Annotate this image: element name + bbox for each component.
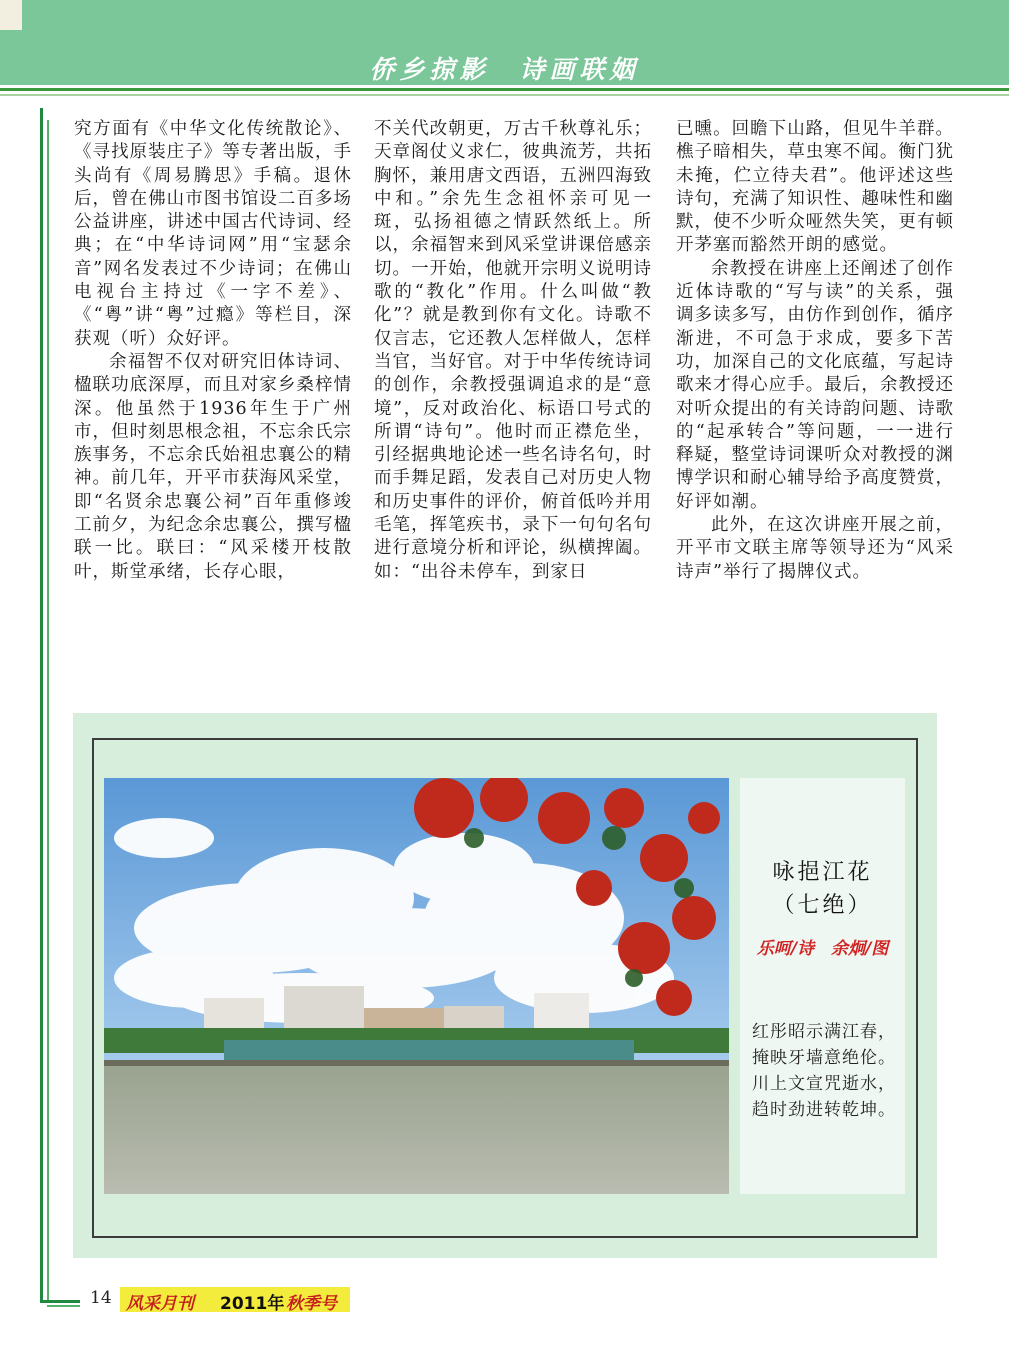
page-number: 14 <box>90 1288 112 1308</box>
paragraph: 究方面有《中华文化传统散论》、《寻找原装庄子》等专著出版，手头尚有《周易腾思》手稿。退休后，曾在佛山市图书馆设二百多场公益讲座，讲述中国古代诗词、经典；在“中华诗词网”用“宝瑟余音”网名发表过不少诗词；在佛山电视台主持过《一字不差》、《“粤”讲“粤”过瘾》等栏目，深获观（听）众好评。 <box>74 119 352 349</box>
issue-season: 秋季号 <box>286 1294 337 1314</box>
magazine-name: 风采月刊 <box>126 1294 194 1314</box>
header-corner-tab <box>0 0 22 30</box>
poem-title: 咏挹江花 <box>772 860 873 885</box>
poem-line: 掩映牙墙意绝伦。 <box>752 1048 896 1068</box>
header-rule <box>0 88 1009 91</box>
issue-year: 2011年 <box>220 1294 285 1314</box>
left-margin-rule <box>40 108 43 1303</box>
article-column-1 <box>74 118 352 584</box>
poem-box <box>740 778 905 1194</box>
river-landscape-photo <box>104 778 729 1194</box>
footer-rule-secondary <box>47 1305 80 1307</box>
poem-author: 乐呵/诗 余炯/图 <box>756 939 889 959</box>
article-column-2 <box>374 118 652 584</box>
poem-line: 川上文宣咒逝水， <box>752 1074 896 1094</box>
poem-line: 红彤昭示满江春， <box>752 1022 896 1042</box>
poem-line: 趋时劲进转乾坤。 <box>752 1100 896 1120</box>
left-margin-rule-secondary <box>47 120 49 1300</box>
paragraph: 已曛。回瞻下山路，但见牛羊群。樵子暗相失，草虫寒不闻。衡门犹未掩，伫立待夫君”。他评述这些诗句，充满了知识性、趣味性和幽默，使不少听众哑然失笑，更有顿开茅塞而豁然开朗的感觉。 <box>676 119 954 256</box>
header-rule-secondary <box>0 94 1009 96</box>
footer-rule <box>40 1300 80 1303</box>
poem-subtitle: （七绝） <box>772 893 873 918</box>
landscape-illustration <box>104 778 729 1194</box>
article-column-3 <box>676 118 954 584</box>
section-title: 侨乡掠影 诗画联姻 <box>369 55 640 84</box>
paragraph: 不关代改朝更，万古千秋尊礼乐；天章阁仗义求仁，彼典流芳，共拓胸怀，兼用唐文西语，五洲四海致中和。”余先生念祖怀亲可见一斑，弘扬祖德之情跃然纸上。所以，余福智来到风采堂讲课倍感亲切。一开始，他就开宗明义说明诗歌的“教化”作用。什么叫做“教化”？就是教到你有文化。诗歌不仅言志，它还教人怎样做人，怎样当官，当好官。对于中华传统诗词的创作，余教授强调追求的是“意境”，反对政治化、标语口号式的所谓“诗句”。他时而正襟危坐，引经据典地论述一些名诗名句，时而手舞足蹈，发表自己对历史人物和历史事件的评价，俯首低吟并用毛笔，挥笔疾书，录下一句句名句进行意境分析和评论，纵横捭阖。如：“出谷未停车，到家日 <box>374 119 652 582</box>
paragraph: 此外，在这次讲座开展之前，开平市文联主席等领导还为“风采诗声”举行了揭牌仪式。 <box>676 515 954 582</box>
paragraph: 余教授在讲座上还阐述了创作近体诗歌的“写与读”的关系，强调多读多写，由仿作到创作，循序渐进，不可急于求成，要多下苦功，加深自己的文化底蕴，写起诗歌来才得心应手。最后，余教授还对听众提出的有关诗韵问题、诗歌的“起承转合”等问题，一一进行释疑，整堂诗词课听众对教授的渊博学识和耐心辅导给予高度赞赏，好评如潮。 <box>676 258 954 512</box>
paragraph: 余福智不仅对研究旧体诗词、楹联功底深厚，而且对家乡桑梓情深。他虽然于1936年生于广州市，但时刻思根念祖，不忘余氏宗族事务，不忘余氏始祖忠襄公的精神。前几年，开平市获海风采堂，即“名贤余忠襄公祠”百年重修竣工前夕，为纪念余忠襄公，撰写楹联一比。联曰：“风采楼开枝散叶，斯堂承绪，长存心眼， <box>74 351 352 582</box>
